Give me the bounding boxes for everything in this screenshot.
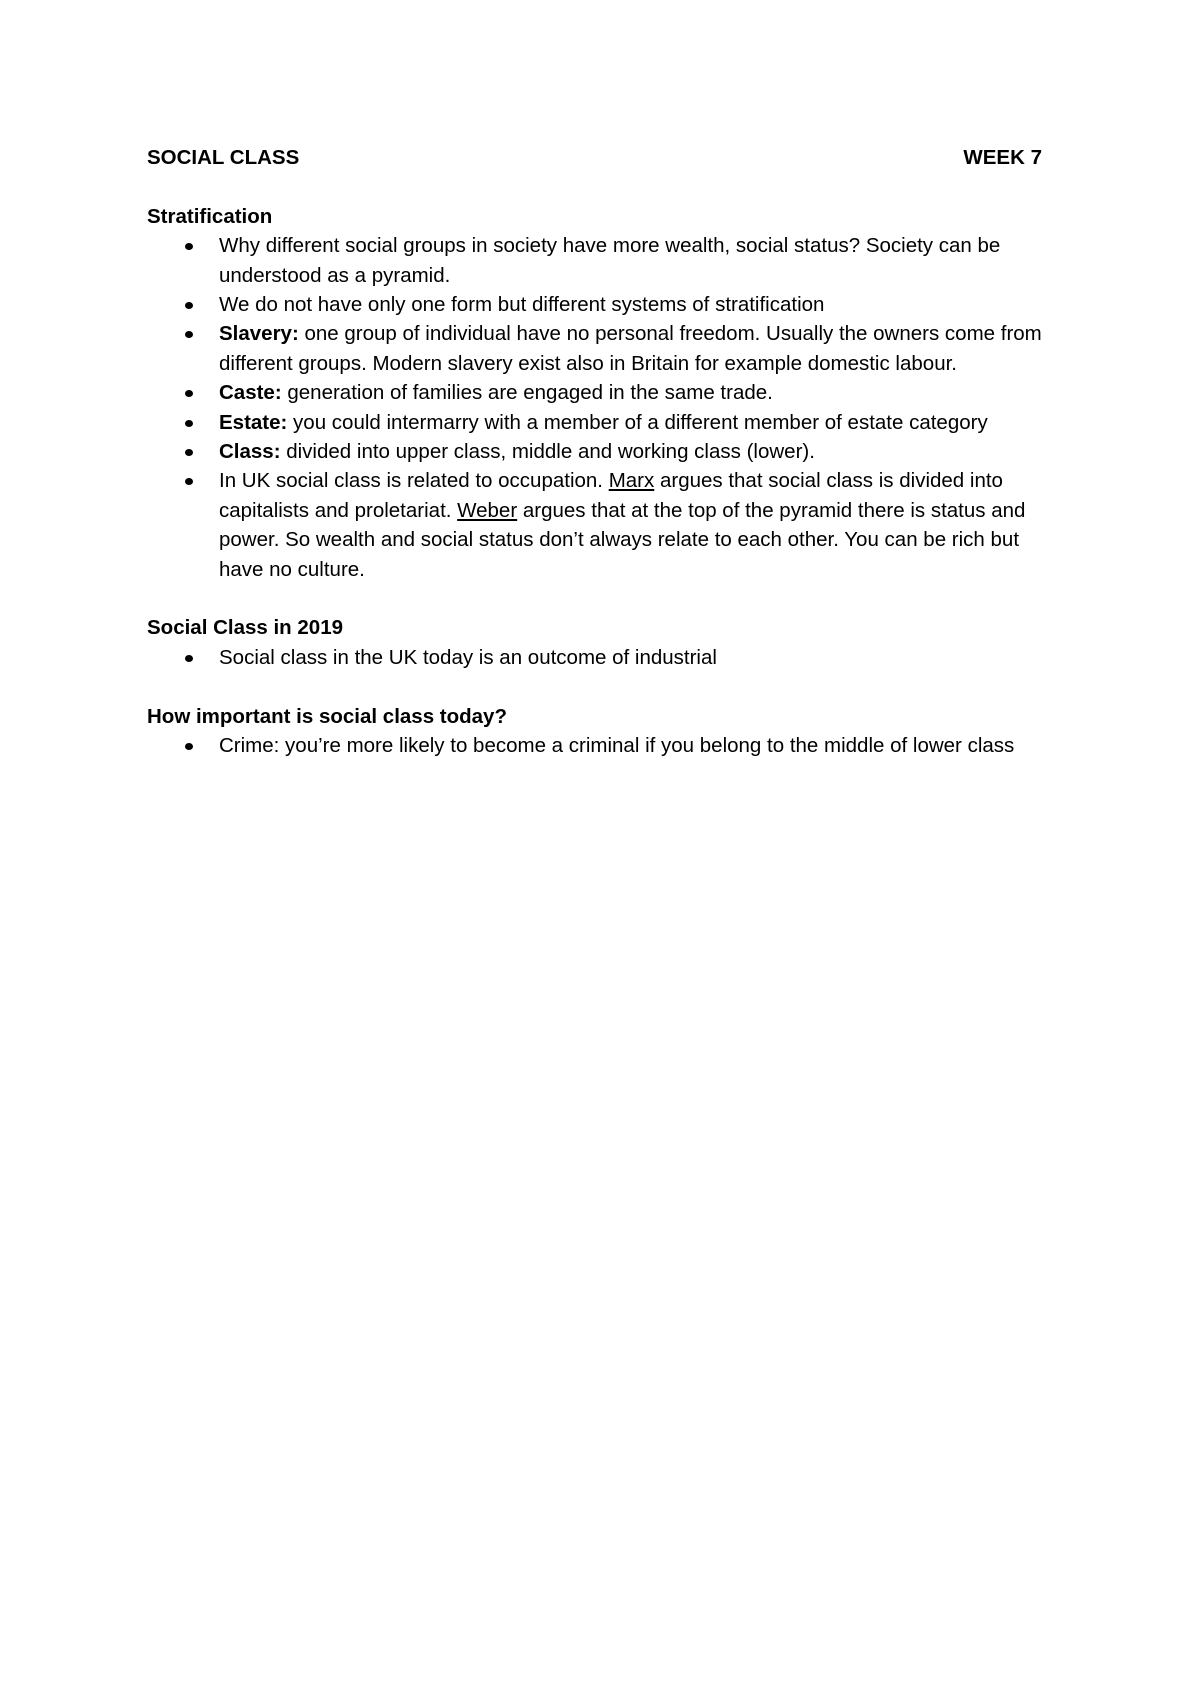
bullet-icon bbox=[185, 420, 193, 427]
list-item bbox=[147, 731, 1067, 760]
section-title-stratification: Stratification bbox=[147, 204, 273, 228]
list-item-text: generation of families are engaged in the same trade. bbox=[281, 381, 773, 405]
bullet-icon bbox=[185, 655, 193, 662]
list-item-text: We do not have only one form but different systems of stratification bbox=[219, 293, 825, 317]
name-marx: Marx bbox=[608, 469, 655, 493]
term-estate: Estate: bbox=[219, 410, 288, 434]
list-item bbox=[147, 466, 1067, 584]
bullet-icon bbox=[185, 743, 193, 750]
bullet-icon bbox=[185, 243, 193, 250]
document-body bbox=[147, 143, 1067, 790]
list-item-text: argues that social class is divided into capitalists and proletariat. bbox=[219, 469, 1003, 522]
bullet-list-importance bbox=[147, 731, 1067, 760]
term-class: Class: bbox=[219, 440, 281, 464]
list-item-text: one group of individual have no personal freedom. Usually the owners come from different groups. Modern slavery exist also in Britain for example domestic labour. bbox=[219, 322, 1042, 375]
term-caste: Caste: bbox=[219, 381, 282, 405]
section-importance bbox=[147, 702, 1067, 761]
list-item bbox=[147, 290, 1067, 319]
week-label: WEEK 7 bbox=[963, 146, 1042, 169]
section-stratification bbox=[147, 202, 1067, 584]
bullet-icon bbox=[185, 478, 193, 485]
list-item bbox=[147, 408, 1067, 437]
list-item-text: In UK social class is related to occupation. bbox=[219, 469, 609, 493]
list-item-text: you could intermarry with a member of a different member of estate category bbox=[287, 410, 988, 434]
list-item bbox=[147, 643, 1067, 672]
list-item bbox=[147, 378, 1067, 407]
list-item-text: divided into upper class, middle and working class (lower). bbox=[280, 440, 815, 464]
list-item bbox=[147, 319, 1067, 378]
document-title: SOCIAL CLASS bbox=[147, 146, 300, 169]
bullet-icon bbox=[185, 390, 193, 397]
list-item-text: argues that at the top of the pyramid there is status and power. So wealth and social status don’t always relate to each other. You can be rich but have no culture. bbox=[219, 498, 1026, 581]
bullet-icon bbox=[185, 449, 193, 456]
list-item-text: Social class in the UK today is an outcome of industrial bbox=[219, 645, 717, 669]
bullet-icon bbox=[185, 302, 193, 309]
list-item-text: Why different social groups in society have more wealth, social status? Society can be understood as a pyramid. bbox=[219, 234, 1001, 287]
bullet-list-social-class-2019 bbox=[147, 643, 1067, 672]
name-weber: Weber bbox=[457, 498, 518, 522]
bullet-list-stratification bbox=[147, 231, 1067, 584]
document-header bbox=[147, 143, 1042, 172]
list-item bbox=[147, 231, 1067, 290]
list-item-text: Crime: you’re more likely to become a criminal if you belong to the middle of lower class bbox=[219, 734, 1015, 758]
section-title-social-class-2019: Social Class in 2019 bbox=[147, 616, 344, 640]
section-social-class-2019 bbox=[147, 613, 1067, 672]
bullet-icon bbox=[185, 331, 193, 338]
section-title-importance: How important is social class today? bbox=[147, 704, 507, 728]
term-slavery: Slavery: bbox=[219, 322, 299, 346]
list-item bbox=[147, 437, 1067, 466]
